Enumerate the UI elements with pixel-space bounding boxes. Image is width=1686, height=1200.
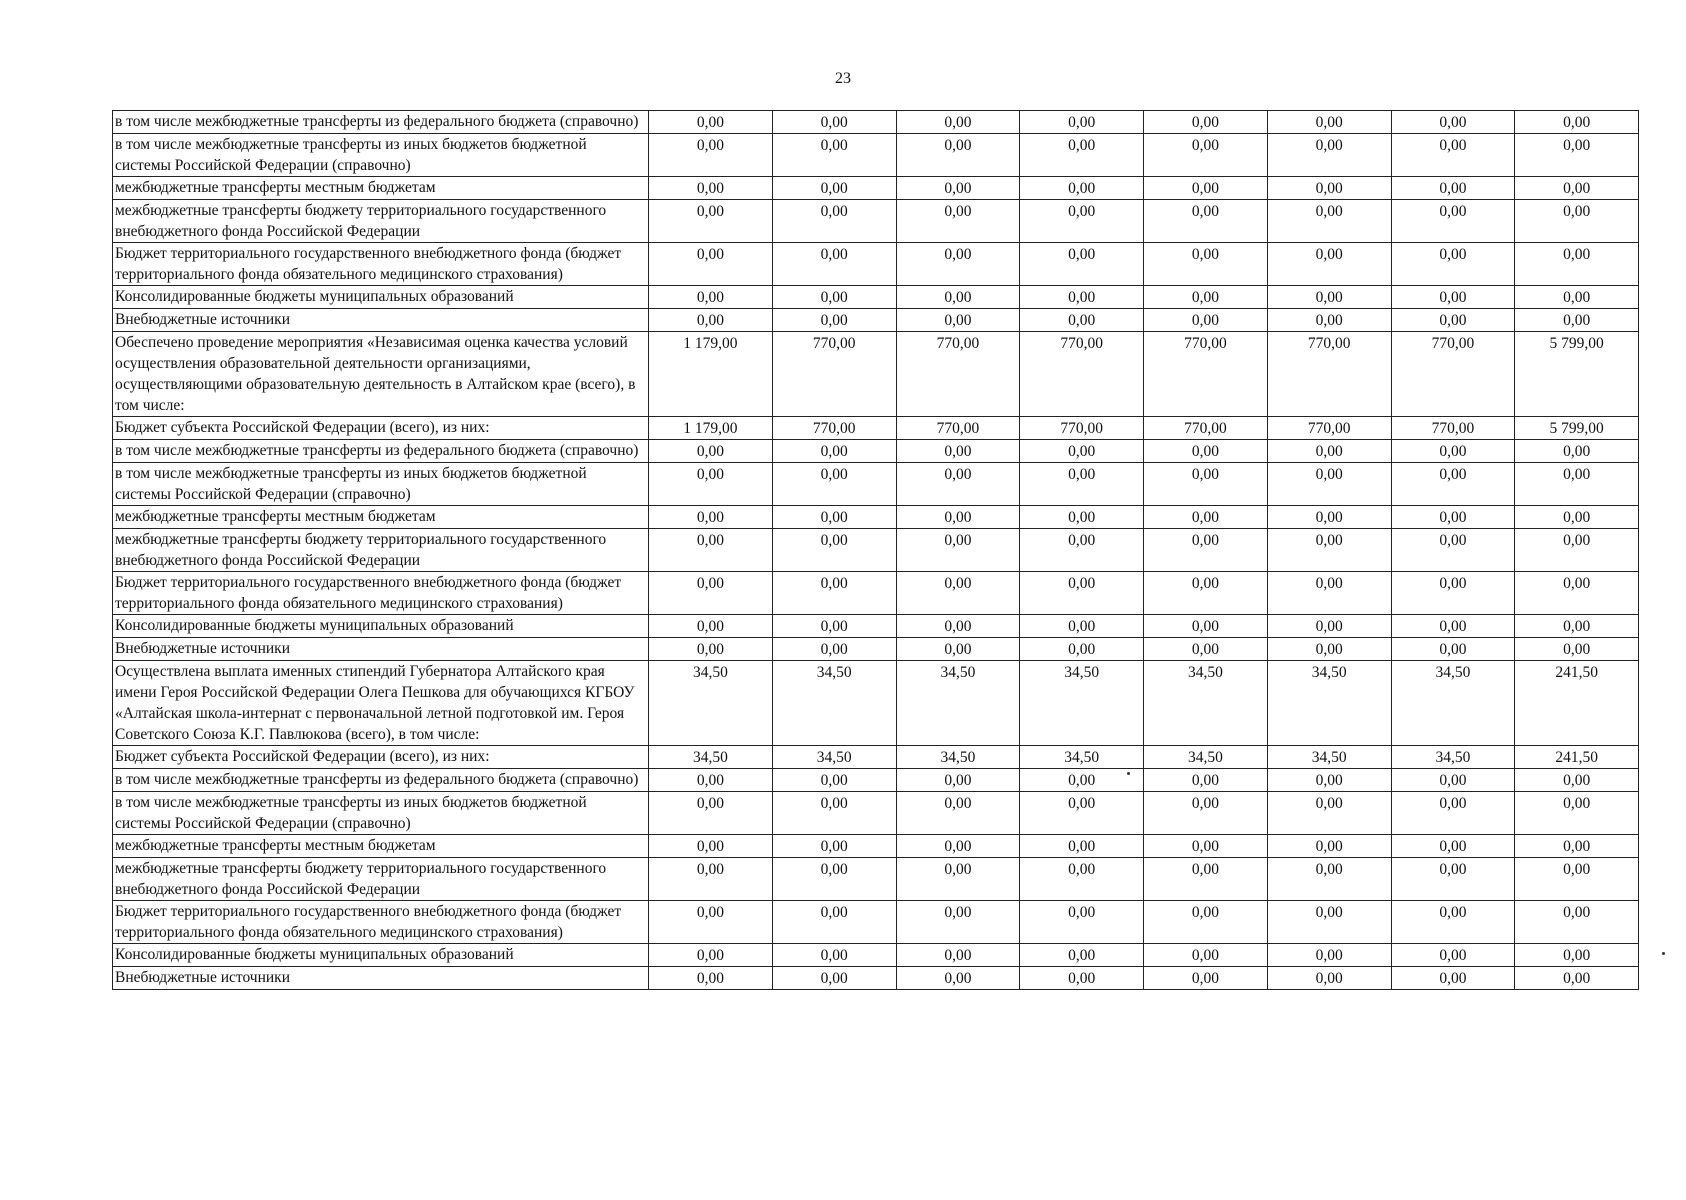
- value-cell: 0,00: [1267, 529, 1391, 572]
- value-cell: 0,00: [896, 858, 1020, 901]
- value-cell: 0,00: [1391, 529, 1515, 572]
- value-cell: 0,00: [772, 638, 896, 661]
- value-cell: 0,00: [1515, 944, 1639, 967]
- value-cell: 0,00: [1020, 309, 1144, 332]
- row-label: в том числе межбюджетные трансферты из иных бюджетов бюджетной системы Российской Федерации (справочно): [113, 134, 649, 177]
- value-cell: 0,00: [649, 440, 773, 463]
- value-cell: 0,00: [772, 134, 896, 177]
- value-cell: 0,00: [772, 200, 896, 243]
- value-cell: 5 799,00: [1515, 332, 1639, 417]
- value-cell: 0,00: [649, 967, 773, 990]
- value-cell: 0,00: [1515, 835, 1639, 858]
- value-cell: 1 179,00: [649, 417, 773, 440]
- value-cell: 0,00: [1391, 638, 1515, 661]
- value-cell: 0,00: [1391, 243, 1515, 286]
- value-cell: 0,00: [1515, 858, 1639, 901]
- value-cell: 0,00: [1267, 792, 1391, 835]
- value-cell: 0,00: [1144, 111, 1268, 134]
- value-cell: 0,00: [1515, 463, 1639, 506]
- value-cell: 0,00: [1144, 200, 1268, 243]
- value-cell: 0,00: [1144, 177, 1268, 200]
- row-label: в том числе межбюджетные трансферты из федерального бюджета (справочно): [113, 440, 649, 463]
- table-row: [113, 463, 1639, 506]
- value-cell: 0,00: [1515, 638, 1639, 661]
- value-cell: 0,00: [1020, 286, 1144, 309]
- table-row: [113, 417, 1639, 440]
- value-cell: 770,00: [1020, 332, 1144, 417]
- value-cell: 0,00: [1144, 529, 1268, 572]
- page-number: 23: [835, 70, 851, 87]
- value-cell: 0,00: [1515, 440, 1639, 463]
- value-cell: 0,00: [772, 615, 896, 638]
- table-row: [113, 286, 1639, 309]
- value-cell: 0,00: [1267, 463, 1391, 506]
- value-cell: 770,00: [1391, 417, 1515, 440]
- value-cell: 0,00: [1391, 177, 1515, 200]
- value-cell: 0,00: [1267, 506, 1391, 529]
- row-label: в том числе межбюджетные трансферты из иных бюджетов бюджетной системы Российской Федерации (справочно): [113, 463, 649, 506]
- value-cell: 770,00: [772, 417, 896, 440]
- value-cell: 0,00: [1267, 177, 1391, 200]
- table-row: [113, 858, 1639, 901]
- value-cell: 0,00: [649, 835, 773, 858]
- row-label: Бюджет территориального государственного внебюджетного фонда (бюджет территориального фонда обязательного медицинского страхования): [113, 243, 649, 286]
- value-cell: 0,00: [1515, 615, 1639, 638]
- table-row: [113, 572, 1639, 615]
- table-row: [113, 638, 1639, 661]
- value-cell: 770,00: [1267, 417, 1391, 440]
- table-row: [113, 177, 1639, 200]
- value-cell: 770,00: [1391, 332, 1515, 417]
- scan-speck: [1127, 772, 1130, 775]
- value-cell: 0,00: [1020, 835, 1144, 858]
- value-cell: 0,00: [1144, 769, 1268, 792]
- value-cell: 0,00: [772, 944, 896, 967]
- value-cell: 0,00: [1391, 792, 1515, 835]
- value-cell: 0,00: [1515, 792, 1639, 835]
- value-cell: 0,00: [1144, 506, 1268, 529]
- value-cell: 0,00: [1515, 111, 1639, 134]
- value-cell: 0,00: [772, 177, 896, 200]
- value-cell: 0,00: [1267, 572, 1391, 615]
- value-cell: 0,00: [1020, 440, 1144, 463]
- value-cell: 0,00: [1020, 858, 1144, 901]
- value-cell: 34,50: [1391, 746, 1515, 769]
- row-label: межбюджетные трансферты местным бюджетам: [113, 177, 649, 200]
- value-cell: 0,00: [772, 243, 896, 286]
- value-cell: 34,50: [649, 661, 773, 746]
- value-cell: 0,00: [1267, 615, 1391, 638]
- value-cell: 0,00: [896, 944, 1020, 967]
- value-cell: 0,00: [1267, 967, 1391, 990]
- value-cell: 0,00: [1515, 769, 1639, 792]
- row-label: Внебюджетные источники: [113, 309, 649, 332]
- value-cell: 241,50: [1515, 661, 1639, 746]
- value-cell: 0,00: [649, 177, 773, 200]
- value-cell: 0,00: [772, 967, 896, 990]
- budget-table-body: [113, 111, 1639, 990]
- value-cell: 0,00: [896, 638, 1020, 661]
- value-cell: 0,00: [772, 858, 896, 901]
- value-cell: 0,00: [772, 792, 896, 835]
- value-cell: 770,00: [1020, 417, 1144, 440]
- row-label: межбюджетные трансферты бюджету территориального государственного внебюджетного фонда Российской Федерации: [113, 529, 649, 572]
- value-cell: 0,00: [1267, 134, 1391, 177]
- value-cell: 0,00: [1144, 463, 1268, 506]
- value-cell: 0,00: [649, 506, 773, 529]
- row-label: Внебюджетные источники: [113, 638, 649, 661]
- row-label: межбюджетные трансферты бюджету территориального государственного внебюджетного фонда Российской Федерации: [113, 858, 649, 901]
- table-row: [113, 769, 1639, 792]
- value-cell: 0,00: [896, 463, 1020, 506]
- value-cell: 770,00: [896, 332, 1020, 417]
- value-cell: 0,00: [896, 529, 1020, 572]
- value-cell: 0,00: [1020, 463, 1144, 506]
- value-cell: 0,00: [1020, 111, 1144, 134]
- value-cell: 0,00: [1267, 286, 1391, 309]
- table-row: [113, 309, 1639, 332]
- value-cell: 0,00: [896, 177, 1020, 200]
- value-cell: 0,00: [896, 309, 1020, 332]
- table-row: [113, 967, 1639, 990]
- value-cell: 34,50: [649, 746, 773, 769]
- table-row: [113, 835, 1639, 858]
- value-cell: 0,00: [772, 572, 896, 615]
- value-cell: 0,00: [649, 200, 773, 243]
- value-cell: 0,00: [1515, 177, 1639, 200]
- value-cell: 0,00: [649, 463, 773, 506]
- value-cell: 0,00: [1144, 572, 1268, 615]
- value-cell: 0,00: [649, 615, 773, 638]
- value-cell: 0,00: [896, 134, 1020, 177]
- value-cell: 0,00: [649, 858, 773, 901]
- value-cell: 770,00: [896, 417, 1020, 440]
- value-cell: 0,00: [1144, 835, 1268, 858]
- budget-table: [112, 110, 1639, 990]
- value-cell: 0,00: [1515, 529, 1639, 572]
- value-cell: 0,00: [1144, 309, 1268, 332]
- value-cell: 1 179,00: [649, 332, 773, 417]
- value-cell: 0,00: [772, 529, 896, 572]
- value-cell: 0,00: [896, 835, 1020, 858]
- table-row: [113, 529, 1639, 572]
- value-cell: 0,00: [1020, 967, 1144, 990]
- value-cell: 0,00: [1515, 901, 1639, 944]
- value-cell: 0,00: [1515, 967, 1639, 990]
- value-cell: 0,00: [1144, 858, 1268, 901]
- table-row: [113, 615, 1639, 638]
- value-cell: 0,00: [1144, 901, 1268, 944]
- value-cell: 0,00: [1391, 111, 1515, 134]
- value-cell: 0,00: [1267, 309, 1391, 332]
- table-row: [113, 506, 1639, 529]
- value-cell: 0,00: [649, 243, 773, 286]
- value-cell: 0,00: [1267, 769, 1391, 792]
- value-cell: 0,00: [1391, 769, 1515, 792]
- row-label: в том числе межбюджетные трансферты из иных бюджетов бюджетной системы Российской Федерации (справочно): [113, 792, 649, 835]
- value-cell: 0,00: [896, 243, 1020, 286]
- row-label: Бюджет субъекта Российской Федерации (всего), из них:: [113, 746, 649, 769]
- value-cell: 0,00: [1267, 858, 1391, 901]
- row-label: межбюджетные трансферты бюджету территориального государственного внебюджетного фонда Российской Федерации: [113, 200, 649, 243]
- value-cell: 0,00: [1144, 440, 1268, 463]
- row-label: межбюджетные трансферты местным бюджетам: [113, 506, 649, 529]
- value-cell: 0,00: [1144, 792, 1268, 835]
- value-cell: 0,00: [1391, 463, 1515, 506]
- value-cell: 0,00: [1020, 572, 1144, 615]
- table-row: [113, 200, 1639, 243]
- scan-speck: [1662, 952, 1665, 955]
- value-cell: 0,00: [1515, 134, 1639, 177]
- value-cell: 0,00: [896, 200, 1020, 243]
- table-row: [113, 332, 1639, 417]
- value-cell: 0,00: [896, 769, 1020, 792]
- value-cell: 0,00: [896, 440, 1020, 463]
- value-cell: 0,00: [1020, 200, 1144, 243]
- value-cell: 0,00: [1144, 967, 1268, 990]
- value-cell: 0,00: [896, 901, 1020, 944]
- table-row: [113, 134, 1639, 177]
- value-cell: 0,00: [1020, 243, 1144, 286]
- value-cell: 0,00: [1267, 944, 1391, 967]
- value-cell: 0,00: [1144, 615, 1268, 638]
- value-cell: 34,50: [1391, 661, 1515, 746]
- value-cell: 770,00: [772, 332, 896, 417]
- value-cell: 34,50: [1267, 746, 1391, 769]
- value-cell: 0,00: [1515, 309, 1639, 332]
- value-cell: 34,50: [896, 661, 1020, 746]
- table-row: [113, 440, 1639, 463]
- value-cell: 0,00: [1020, 615, 1144, 638]
- value-cell: 0,00: [1144, 638, 1268, 661]
- row-label: Консолидированные бюджеты муниципальных образований: [113, 944, 649, 967]
- value-cell: 0,00: [1020, 944, 1144, 967]
- value-cell: 0,00: [772, 901, 896, 944]
- value-cell: 0,00: [649, 134, 773, 177]
- value-cell: 0,00: [1144, 944, 1268, 967]
- value-cell: 0,00: [1391, 835, 1515, 858]
- row-label: в том числе межбюджетные трансферты из федерального бюджета (справочно): [113, 769, 649, 792]
- value-cell: 0,00: [1267, 835, 1391, 858]
- row-label: Внебюджетные источники: [113, 967, 649, 990]
- row-label: Консолидированные бюджеты муниципальных образований: [113, 286, 649, 309]
- value-cell: 0,00: [1267, 243, 1391, 286]
- value-cell: 0,00: [1515, 243, 1639, 286]
- value-cell: 34,50: [1020, 746, 1144, 769]
- value-cell: 0,00: [772, 440, 896, 463]
- table-row: [113, 792, 1639, 835]
- value-cell: 0,00: [772, 835, 896, 858]
- row-label: Обеспечено проведение мероприятия «Независимая оценка качества условий осуществления образовательной деятельности организациями, осуществляющими образовательную деятельность в Алтайском крае (всего), в том числе:: [113, 332, 649, 417]
- value-cell: 0,00: [772, 111, 896, 134]
- value-cell: 34,50: [1020, 661, 1144, 746]
- table-row: [113, 661, 1639, 746]
- value-cell: 0,00: [649, 286, 773, 309]
- value-cell: 5 799,00: [1515, 417, 1639, 440]
- value-cell: 0,00: [1267, 440, 1391, 463]
- row-label: Бюджет территориального государственного внебюджетного фонда (бюджет территориального фонда обязательного медицинского страхования): [113, 901, 649, 944]
- value-cell: 0,00: [1391, 572, 1515, 615]
- value-cell: 0,00: [1267, 111, 1391, 134]
- value-cell: 0,00: [1267, 638, 1391, 661]
- value-cell: 0,00: [772, 506, 896, 529]
- value-cell: 0,00: [896, 792, 1020, 835]
- value-cell: 0,00: [649, 309, 773, 332]
- value-cell: 0,00: [1391, 858, 1515, 901]
- value-cell: 0,00: [1391, 286, 1515, 309]
- row-label: Бюджет территориального государственного внебюджетного фонда (бюджет территориального фонда обязательного медицинского страхования): [113, 572, 649, 615]
- table-row: [113, 243, 1639, 286]
- value-cell: 0,00: [772, 769, 896, 792]
- value-cell: 0,00: [1515, 200, 1639, 243]
- value-cell: 0,00: [649, 944, 773, 967]
- value-cell: 0,00: [772, 286, 896, 309]
- row-label: Бюджет субъекта Российской Федерации (всего), из них:: [113, 417, 649, 440]
- value-cell: 0,00: [896, 615, 1020, 638]
- value-cell: 770,00: [1144, 332, 1268, 417]
- value-cell: 0,00: [1391, 200, 1515, 243]
- value-cell: 0,00: [649, 901, 773, 944]
- table-row: [113, 901, 1639, 944]
- value-cell: 0,00: [649, 529, 773, 572]
- table-row: [113, 746, 1639, 769]
- value-cell: 0,00: [896, 967, 1020, 990]
- value-cell: 0,00: [1515, 286, 1639, 309]
- value-cell: 0,00: [649, 638, 773, 661]
- value-cell: 770,00: [1144, 417, 1268, 440]
- row-label: межбюджетные трансферты местным бюджетам: [113, 835, 649, 858]
- row-label: Осуществлена выплата именных стипендий Губернатора Алтайского края имени Героя Российской Федерации Олега Пешкова для обучающихся КГБОУ «Алтайская школа-интернат с первоначальной летной подготовкой им. Героя Советского Союза К.Г. Павлюкова (всего), в том числе:: [113, 661, 649, 746]
- value-cell: 0,00: [1020, 792, 1144, 835]
- value-cell: 0,00: [1144, 134, 1268, 177]
- value-cell: 0,00: [1020, 529, 1144, 572]
- value-cell: 0,00: [649, 111, 773, 134]
- value-cell: 0,00: [1020, 134, 1144, 177]
- value-cell: 0,00: [1391, 134, 1515, 177]
- value-cell: 0,00: [1515, 506, 1639, 529]
- value-cell: 0,00: [1144, 243, 1268, 286]
- value-cell: 0,00: [1391, 967, 1515, 990]
- value-cell: 0,00: [1267, 200, 1391, 243]
- row-label: Консолидированные бюджеты муниципальных образований: [113, 615, 649, 638]
- value-cell: 34,50: [1144, 661, 1268, 746]
- value-cell: 0,00: [1391, 901, 1515, 944]
- value-cell: 0,00: [772, 463, 896, 506]
- value-cell: 0,00: [1391, 944, 1515, 967]
- value-cell: 0,00: [1144, 286, 1268, 309]
- value-cell: 0,00: [649, 572, 773, 615]
- value-cell: 0,00: [1020, 769, 1144, 792]
- value-cell: 0,00: [896, 572, 1020, 615]
- value-cell: 0,00: [772, 309, 896, 332]
- table-row: [113, 944, 1639, 967]
- row-label: в том числе межбюджетные трансферты из федерального бюджета (справочно): [113, 111, 649, 134]
- value-cell: 34,50: [1144, 746, 1268, 769]
- value-cell: 0,00: [649, 792, 773, 835]
- value-cell: 34,50: [1267, 661, 1391, 746]
- value-cell: 241,50: [1515, 746, 1639, 769]
- value-cell: 0,00: [896, 506, 1020, 529]
- value-cell: 0,00: [1391, 309, 1515, 332]
- value-cell: 770,00: [1267, 332, 1391, 417]
- value-cell: 0,00: [1391, 440, 1515, 463]
- value-cell: 34,50: [772, 661, 896, 746]
- table-row: [113, 111, 1639, 134]
- value-cell: 0,00: [1020, 506, 1144, 529]
- value-cell: 0,00: [1391, 506, 1515, 529]
- value-cell: 0,00: [896, 286, 1020, 309]
- value-cell: 0,00: [1020, 638, 1144, 661]
- value-cell: 0,00: [1391, 615, 1515, 638]
- value-cell: 0,00: [1020, 177, 1144, 200]
- value-cell: 0,00: [896, 111, 1020, 134]
- value-cell: 0,00: [649, 769, 773, 792]
- value-cell: 0,00: [1267, 901, 1391, 944]
- value-cell: 34,50: [896, 746, 1020, 769]
- value-cell: 34,50: [772, 746, 896, 769]
- value-cell: 0,00: [1020, 901, 1144, 944]
- value-cell: 0,00: [1515, 572, 1639, 615]
